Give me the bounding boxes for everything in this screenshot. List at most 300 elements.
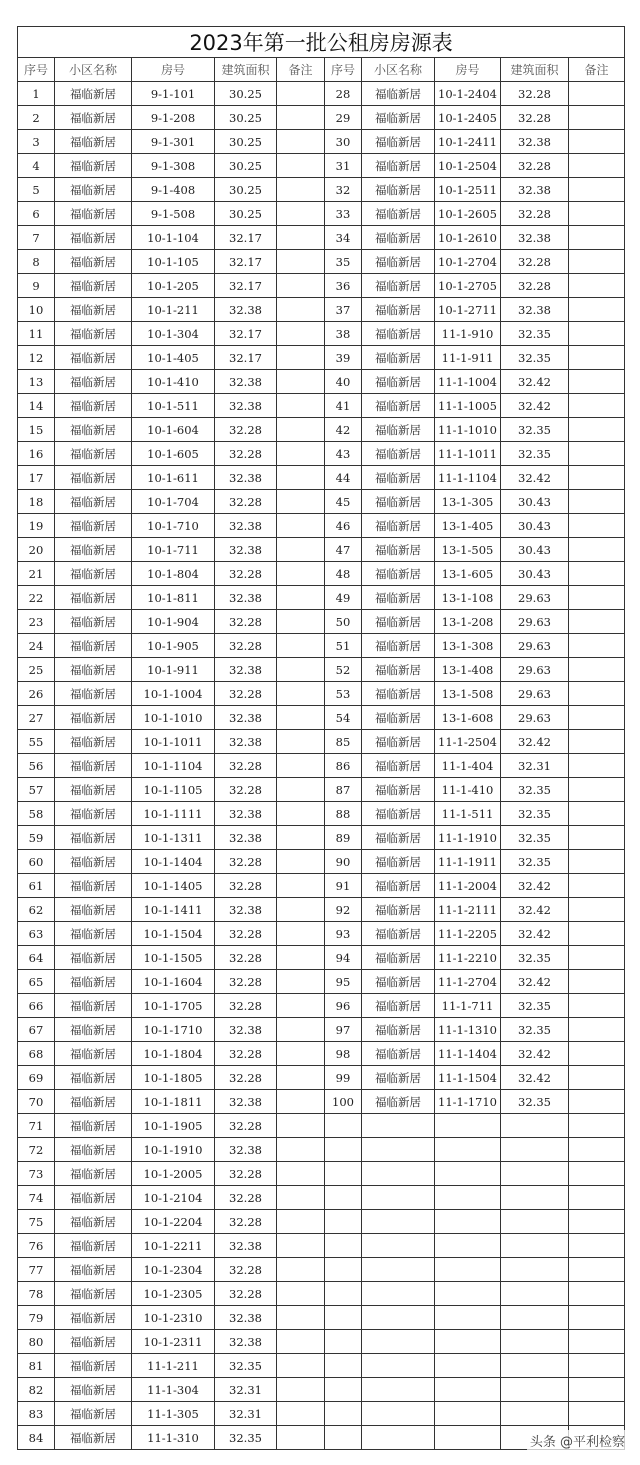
cell-index: 65 xyxy=(18,970,55,994)
cell-community: 福临新居 xyxy=(362,538,435,562)
table-row xyxy=(18,874,625,898)
cell-note xyxy=(569,1018,625,1042)
cell-room xyxy=(435,1114,501,1138)
table-row xyxy=(18,370,625,394)
table-row xyxy=(18,682,625,706)
cell-community: 福临新居 xyxy=(362,850,435,874)
table-row xyxy=(18,850,625,874)
cell-community: 福临新居 xyxy=(55,1354,132,1378)
cell-note xyxy=(569,1354,625,1378)
cell-area: 29.63 xyxy=(501,682,569,706)
header-index: 序号 xyxy=(18,58,55,82)
cell-area: 29.63 xyxy=(501,634,569,658)
cell-area: 32.38 xyxy=(215,514,277,538)
cell-room: 9-1-408 xyxy=(132,178,215,202)
cell-room: 10-1-2305 xyxy=(132,1282,215,1306)
table-row xyxy=(18,1282,625,1306)
cell-room: 13-1-405 xyxy=(435,514,501,538)
cell-index: 45 xyxy=(325,490,362,514)
cell-area: 32.42 xyxy=(501,730,569,754)
cell-note xyxy=(569,778,625,802)
cell-area: 32.28 xyxy=(215,1186,277,1210)
cell-index: 52 xyxy=(325,658,362,682)
cell-area: 32.28 xyxy=(215,1282,277,1306)
table-row xyxy=(18,634,625,658)
cell-index: 3 xyxy=(18,130,55,154)
cell-room: 11-1-1710 xyxy=(435,1090,501,1114)
cell-room: 10-1-2405 xyxy=(435,106,501,130)
cell-room: 10-1-811 xyxy=(132,586,215,610)
cell-area: 32.28 xyxy=(215,754,277,778)
cell-room: 11-1-2704 xyxy=(435,970,501,994)
cell-community: 福临新居 xyxy=(362,994,435,1018)
cell-room: 10-1-304 xyxy=(132,322,215,346)
table-row xyxy=(18,1114,625,1138)
cell-index: 63 xyxy=(18,922,55,946)
cell-community: 福临新居 xyxy=(362,946,435,970)
cell-index: 78 xyxy=(18,1282,55,1306)
cell-room: 10-1-905 xyxy=(132,634,215,658)
cell-index: 29 xyxy=(325,106,362,130)
cell-note xyxy=(569,562,625,586)
cell-community: 福临新居 xyxy=(55,658,132,682)
cell-community: 福临新居 xyxy=(55,802,132,826)
cell-community: 福临新居 xyxy=(55,562,132,586)
cell-room: 10-1-704 xyxy=(132,490,215,514)
cell-area: 30.25 xyxy=(215,154,277,178)
cell-note xyxy=(277,850,325,874)
cell-index: 54 xyxy=(325,706,362,730)
cell-note xyxy=(277,1066,325,1090)
cell-note xyxy=(277,802,325,826)
cell-community xyxy=(362,1330,435,1354)
cell-room: 11-1-1004 xyxy=(435,370,501,394)
cell-room: 13-1-208 xyxy=(435,610,501,634)
cell-index: 46 xyxy=(325,514,362,538)
cell-community: 福临新居 xyxy=(362,202,435,226)
cell-index: 88 xyxy=(325,802,362,826)
cell-room xyxy=(435,1258,501,1282)
cell-note xyxy=(569,754,625,778)
cell-note xyxy=(277,1234,325,1258)
cell-community: 福临新居 xyxy=(55,1042,132,1066)
cell-note xyxy=(277,466,325,490)
watermark: 头条 @平利检察 xyxy=(527,1430,628,1451)
cell-community: 福临新居 xyxy=(362,610,435,634)
cell-note xyxy=(277,1426,325,1450)
cell-room: 13-1-608 xyxy=(435,706,501,730)
cell-index: 83 xyxy=(18,1402,55,1426)
table-row xyxy=(18,730,625,754)
cell-community: 福临新居 xyxy=(55,466,132,490)
cell-index: 6 xyxy=(18,202,55,226)
cell-index: 97 xyxy=(325,1018,362,1042)
cell-index: 50 xyxy=(325,610,362,634)
cell-area: 29.63 xyxy=(501,706,569,730)
cell-community: 福临新居 xyxy=(55,298,132,322)
cell-community: 福临新居 xyxy=(55,1114,132,1138)
cell-note xyxy=(277,898,325,922)
cell-room: 10-1-1804 xyxy=(132,1042,215,1066)
cell-area: 32.28 xyxy=(215,994,277,1018)
cell-room: 11-1-1504 xyxy=(435,1066,501,1090)
table-row xyxy=(18,394,625,418)
cell-note xyxy=(569,1402,625,1426)
cell-index: 18 xyxy=(18,490,55,514)
cell-index: 89 xyxy=(325,826,362,850)
cell-index: 24 xyxy=(18,634,55,658)
cell-area: 32.38 xyxy=(215,394,277,418)
cell-note xyxy=(277,1114,325,1138)
cell-index: 58 xyxy=(18,802,55,826)
cell-index: 76 xyxy=(18,1234,55,1258)
cell-area: 32.28 xyxy=(501,202,569,226)
cell-area: 32.31 xyxy=(215,1402,277,1426)
cell-community: 福临新居 xyxy=(362,394,435,418)
cell-area: 32.17 xyxy=(215,274,277,298)
cell-room: 10-1-2705 xyxy=(435,274,501,298)
cell-room: 10-1-104 xyxy=(132,226,215,250)
cell-community: 福临新居 xyxy=(55,970,132,994)
header-area: 建筑面积 xyxy=(501,58,569,82)
cell-room xyxy=(435,1162,501,1186)
cell-note xyxy=(569,730,625,754)
cell-room: 13-1-408 xyxy=(435,658,501,682)
cell-index: 21 xyxy=(18,562,55,586)
table-row xyxy=(18,946,625,970)
cell-area xyxy=(501,1282,569,1306)
cell-area: 32.28 xyxy=(215,1114,277,1138)
cell-area xyxy=(501,1354,569,1378)
cell-note xyxy=(277,346,325,370)
cell-index: 100 xyxy=(325,1090,362,1114)
cell-index: 90 xyxy=(325,850,362,874)
cell-note xyxy=(277,1042,325,1066)
cell-area: 32.38 xyxy=(215,1330,277,1354)
cell-area: 32.17 xyxy=(215,250,277,274)
cell-note xyxy=(569,1282,625,1306)
cell-index: 56 xyxy=(18,754,55,778)
cell-community: 福临新居 xyxy=(362,1042,435,1066)
cell-area: 32.28 xyxy=(501,106,569,130)
cell-area: 32.38 xyxy=(501,178,569,202)
cell-note xyxy=(569,322,625,346)
cell-index: 28 xyxy=(325,82,362,106)
cell-community: 福临新居 xyxy=(55,898,132,922)
cell-area: 32.35 xyxy=(501,802,569,826)
cell-community: 福临新居 xyxy=(55,154,132,178)
cell-room xyxy=(435,1330,501,1354)
cell-community: 福临新居 xyxy=(55,202,132,226)
cell-room: 10-1-2404 xyxy=(435,82,501,106)
cell-area: 32.28 xyxy=(215,874,277,898)
cell-area: 32.42 xyxy=(501,874,569,898)
cell-area: 32.35 xyxy=(501,850,569,874)
cell-room xyxy=(435,1426,501,1450)
cell-index: 96 xyxy=(325,994,362,1018)
cell-room xyxy=(435,1234,501,1258)
cell-area: 30.43 xyxy=(501,514,569,538)
table-row xyxy=(18,586,625,610)
cell-note xyxy=(569,994,625,1018)
cell-index: 10 xyxy=(18,298,55,322)
cell-index: 36 xyxy=(325,274,362,298)
cell-note xyxy=(277,298,325,322)
cell-note xyxy=(569,1306,625,1330)
cell-community: 福临新居 xyxy=(55,226,132,250)
cell-room: 9-1-208 xyxy=(132,106,215,130)
cell-index: 85 xyxy=(325,730,362,754)
cell-note xyxy=(277,826,325,850)
cell-room: 10-1-904 xyxy=(132,610,215,634)
cell-index xyxy=(325,1162,362,1186)
table-row xyxy=(18,970,625,994)
cell-index: 94 xyxy=(325,946,362,970)
cell-note xyxy=(569,1186,625,1210)
cell-index: 38 xyxy=(325,322,362,346)
table-row xyxy=(18,658,625,682)
cell-community: 福临新居 xyxy=(362,370,435,394)
cell-area: 32.17 xyxy=(215,226,277,250)
table-row xyxy=(18,706,625,730)
cell-note xyxy=(569,1066,625,1090)
cell-area xyxy=(501,1234,569,1258)
cell-community: 福临新居 xyxy=(55,442,132,466)
cell-community: 福临新居 xyxy=(55,1066,132,1090)
cell-index: 37 xyxy=(325,298,362,322)
header-community: 小区名称 xyxy=(55,58,132,82)
cell-area: 32.42 xyxy=(501,1042,569,1066)
cell-note xyxy=(569,346,625,370)
cell-room: 10-1-1411 xyxy=(132,898,215,922)
cell-note xyxy=(569,514,625,538)
cell-index: 72 xyxy=(18,1138,55,1162)
cell-index: 82 xyxy=(18,1378,55,1402)
cell-room: 10-1-1404 xyxy=(132,850,215,874)
cell-area: 32.35 xyxy=(501,994,569,1018)
table-row xyxy=(18,490,625,514)
cell-note xyxy=(569,1378,625,1402)
cell-index: 4 xyxy=(18,154,55,178)
cell-room: 10-1-1311 xyxy=(132,826,215,850)
cell-note xyxy=(569,466,625,490)
cell-note xyxy=(277,1282,325,1306)
cell-area: 32.28 xyxy=(215,850,277,874)
cell-index: 59 xyxy=(18,826,55,850)
cell-community: 福临新居 xyxy=(55,610,132,634)
cell-note xyxy=(277,1138,325,1162)
cell-area: 32.38 xyxy=(215,1306,277,1330)
cell-room: 10-1-1811 xyxy=(132,1090,215,1114)
cell-room: 11-1-910 xyxy=(435,322,501,346)
cell-room: 11-1-310 xyxy=(132,1426,215,1450)
header-note: 备注 xyxy=(277,58,325,82)
cell-community: 福临新居 xyxy=(362,490,435,514)
cell-community: 福临新居 xyxy=(55,538,132,562)
cell-room xyxy=(435,1186,501,1210)
cell-index xyxy=(325,1330,362,1354)
cell-area: 29.63 xyxy=(501,658,569,682)
cell-note xyxy=(277,1186,325,1210)
cell-area: 32.28 xyxy=(215,682,277,706)
cell-area: 32.38 xyxy=(215,370,277,394)
cell-area: 32.28 xyxy=(215,442,277,466)
table-row xyxy=(18,562,625,586)
cell-index: 79 xyxy=(18,1306,55,1330)
cell-area xyxy=(501,1402,569,1426)
cell-area: 32.35 xyxy=(501,826,569,850)
cell-room: 10-1-1905 xyxy=(132,1114,215,1138)
cell-area: 32.42 xyxy=(501,370,569,394)
header-index: 序号 xyxy=(325,58,362,82)
cell-community: 福临新居 xyxy=(55,394,132,418)
cell-area: 30.43 xyxy=(501,490,569,514)
cell-note xyxy=(277,1018,325,1042)
cell-note xyxy=(277,1162,325,1186)
cell-index: 35 xyxy=(325,250,362,274)
cell-community: 福临新居 xyxy=(55,1210,132,1234)
cell-community: 福临新居 xyxy=(55,1186,132,1210)
cell-room: 10-1-1505 xyxy=(132,946,215,970)
cell-index: 55 xyxy=(18,730,55,754)
cell-area: 32.28 xyxy=(501,274,569,298)
cell-area: 32.28 xyxy=(215,1162,277,1186)
table-row xyxy=(18,826,625,850)
cell-index: 12 xyxy=(18,346,55,370)
page-title: 2023年第一批公租房房源表 xyxy=(18,27,625,58)
cell-index: 71 xyxy=(18,1114,55,1138)
table-row xyxy=(18,778,625,802)
cell-area: 32.28 xyxy=(501,250,569,274)
cell-area: 29.63 xyxy=(501,610,569,634)
cell-index: 19 xyxy=(18,514,55,538)
cell-room: 10-1-1910 xyxy=(132,1138,215,1162)
cell-room: 10-1-2504 xyxy=(435,154,501,178)
cell-note xyxy=(277,730,325,754)
table-row xyxy=(18,274,625,298)
cell-room: 10-1-1004 xyxy=(132,682,215,706)
cell-note xyxy=(569,442,625,466)
cell-note xyxy=(277,1378,325,1402)
cell-note xyxy=(569,706,625,730)
cell-note xyxy=(277,1306,325,1330)
cell-area: 32.38 xyxy=(215,1090,277,1114)
cell-index: 81 xyxy=(18,1354,55,1378)
cell-community: 福临新居 xyxy=(55,178,132,202)
cell-area: 32.38 xyxy=(215,538,277,562)
cell-room: 11-1-911 xyxy=(435,346,501,370)
cell-index: 70 xyxy=(18,1090,55,1114)
cell-index: 91 xyxy=(325,874,362,898)
table-row xyxy=(18,82,625,106)
cell-area: 32.28 xyxy=(215,1258,277,1282)
cell-index: 62 xyxy=(18,898,55,922)
cell-note xyxy=(277,874,325,898)
cell-community: 福临新居 xyxy=(362,82,435,106)
cell-community: 福临新居 xyxy=(362,442,435,466)
cell-note xyxy=(569,1114,625,1138)
table-row xyxy=(18,178,625,202)
cell-room: 10-1-2104 xyxy=(132,1186,215,1210)
cell-room xyxy=(435,1354,501,1378)
cell-room: 10-1-1504 xyxy=(132,922,215,946)
cell-index: 95 xyxy=(325,970,362,994)
cell-area xyxy=(501,1186,569,1210)
cell-area: 30.25 xyxy=(215,178,277,202)
cell-room: 11-1-211 xyxy=(132,1354,215,1378)
table-row xyxy=(18,250,625,274)
cell-room: 10-1-1011 xyxy=(132,730,215,754)
cell-note xyxy=(569,202,625,226)
cell-room: 10-1-410 xyxy=(132,370,215,394)
cell-index: 80 xyxy=(18,1330,55,1354)
cell-note xyxy=(277,82,325,106)
cell-room: 10-1-2311 xyxy=(132,1330,215,1354)
cell-note xyxy=(569,802,625,826)
cell-index: 92 xyxy=(325,898,362,922)
cell-area: 32.28 xyxy=(215,610,277,634)
cell-area: 32.38 xyxy=(215,1138,277,1162)
cell-area: 32.35 xyxy=(215,1426,277,1450)
cell-area: 32.28 xyxy=(215,1066,277,1090)
table-row xyxy=(18,154,625,178)
cell-room: 11-1-1104 xyxy=(435,466,501,490)
cell-area xyxy=(501,1306,569,1330)
cell-area: 30.25 xyxy=(215,202,277,226)
table-row xyxy=(18,106,625,130)
cell-index: 66 xyxy=(18,994,55,1018)
cell-area: 32.35 xyxy=(501,346,569,370)
cell-community: 福临新居 xyxy=(362,898,435,922)
cell-room: 10-1-604 xyxy=(132,418,215,442)
cell-index: 11 xyxy=(18,322,55,346)
cell-room: 10-1-105 xyxy=(132,250,215,274)
cell-note xyxy=(277,130,325,154)
table-row xyxy=(18,418,625,442)
cell-note xyxy=(569,850,625,874)
cell-area: 32.28 xyxy=(215,1042,277,1066)
cell-note xyxy=(277,970,325,994)
cell-index: 31 xyxy=(325,154,362,178)
cell-note xyxy=(569,946,625,970)
cell-index: 20 xyxy=(18,538,55,562)
cell-area: 32.35 xyxy=(501,1090,569,1114)
cell-community xyxy=(362,1114,435,1138)
cell-community: 福临新居 xyxy=(362,586,435,610)
cell-note xyxy=(569,634,625,658)
cell-community: 福临新居 xyxy=(362,730,435,754)
cell-room: 10-1-2211 xyxy=(132,1234,215,1258)
table-row xyxy=(18,754,625,778)
cell-community: 福临新居 xyxy=(55,250,132,274)
table-row xyxy=(18,610,625,634)
cell-index: 87 xyxy=(325,778,362,802)
cell-note xyxy=(277,202,325,226)
cell-community: 福临新居 xyxy=(55,1162,132,1186)
cell-note xyxy=(277,490,325,514)
cell-community: 福临新居 xyxy=(55,1234,132,1258)
cell-area xyxy=(501,1210,569,1234)
cell-index: 44 xyxy=(325,466,362,490)
cell-index: 1 xyxy=(18,82,55,106)
cell-note xyxy=(277,1210,325,1234)
table-row xyxy=(18,802,625,826)
cell-index: 40 xyxy=(325,370,362,394)
table-row xyxy=(18,1378,625,1402)
cell-community: 福临新居 xyxy=(55,1330,132,1354)
cell-note xyxy=(569,1234,625,1258)
cell-index: 5 xyxy=(18,178,55,202)
